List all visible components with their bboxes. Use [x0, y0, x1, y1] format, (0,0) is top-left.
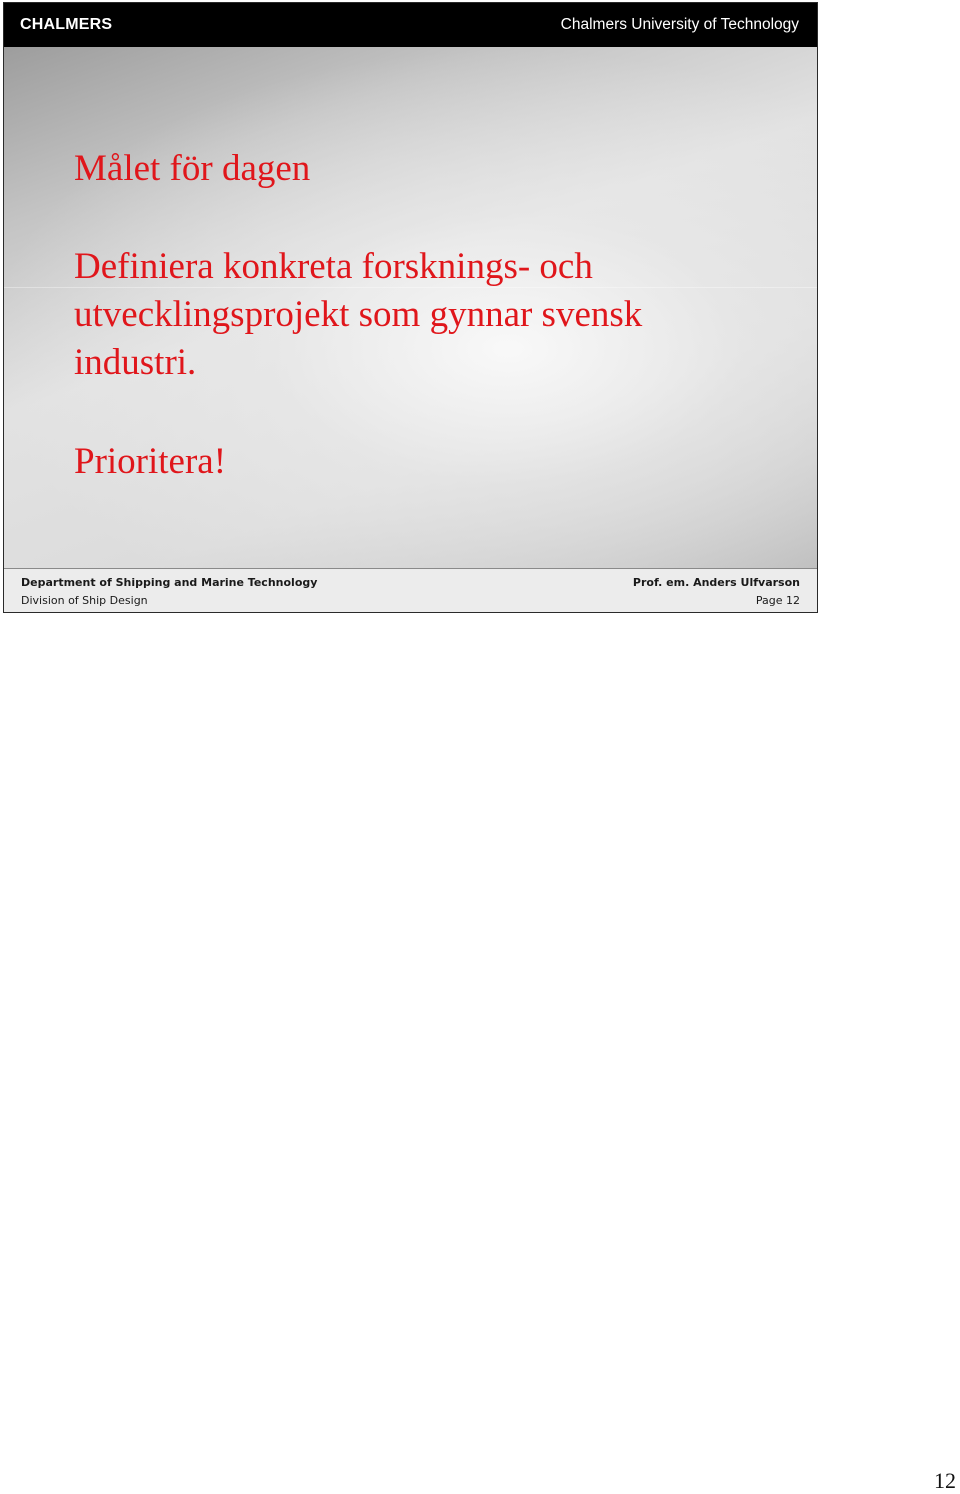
slide-title: Målet för dagen: [74, 148, 311, 189]
document-page-number: 12: [934, 1468, 956, 1493]
emphasis-text: Prioritera!: [74, 441, 227, 482]
division-label: Division of Ship Design: [21, 594, 148, 607]
slide-header: [4, 3, 817, 47]
slide: [3, 2, 818, 613]
department-label: Department of Shipping and Marine Technology: [21, 576, 318, 589]
body-line: Definiera konkreta forsknings- och: [74, 246, 593, 287]
slide-body: [4, 47, 817, 568]
university-name: Chalmers University of Technology: [560, 16, 799, 33]
slide-footer: [4, 568, 817, 613]
slide-page-label: Page 12: [755, 594, 800, 607]
brand-logo-text: CHALMERS: [20, 16, 113, 33]
author-label: Prof. em. Anders Ulfvarson: [632, 576, 800, 589]
body-line: utvecklingsprojekt som gynnar svensk: [74, 294, 643, 335]
body-line: industri.: [74, 342, 197, 383]
